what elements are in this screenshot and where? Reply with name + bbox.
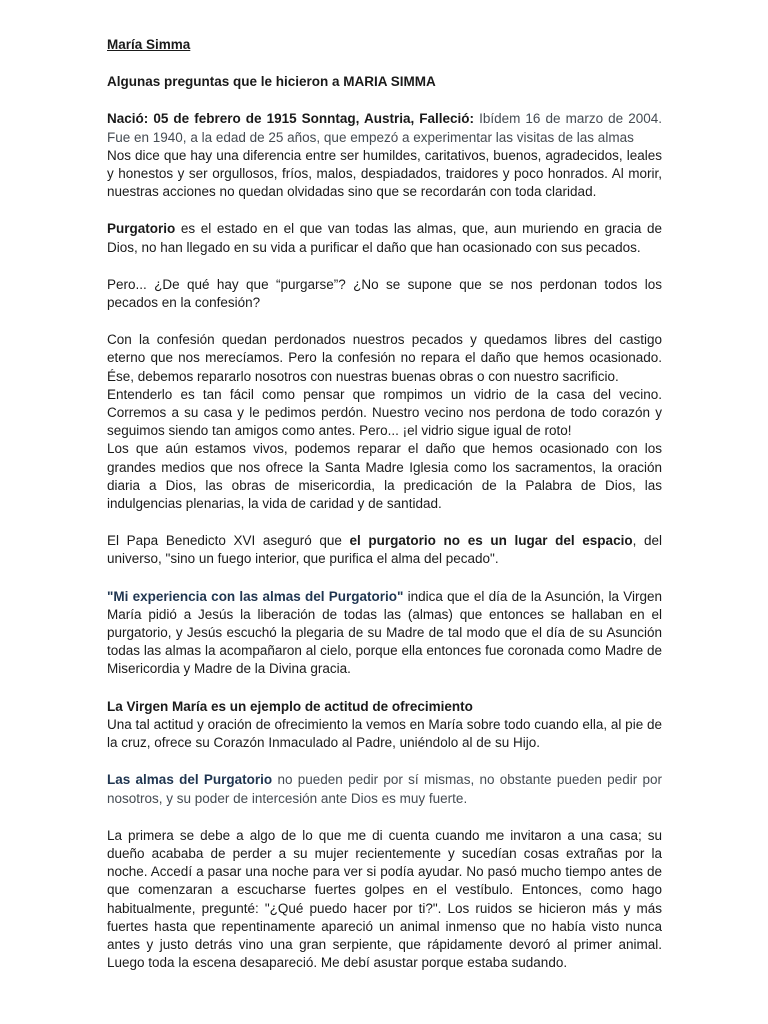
paragraph-purgatorio: Purgatorio es el estado en el que van todas las almas, que, aun muriendo en gracia de Dios, no han llegado en su vida a purificar el daño que han ocasionado con sus pecados. (107, 221, 662, 255)
paragraph-ofrecimiento: Una tal actitud y oración de ofrecimiento la vemos en María sobre todo cuando ella, al pie de la cruz, ofrece su Corazón Inmaculado al Padre, uniéndolo al de su Hijo. (107, 716, 662, 751)
paragraph-question: Pero... ¿De qué hay que “purgarse”? ¿No se supone que se nos perdonan todos los pecados en la confesión? (107, 276, 662, 311)
paragraph-experiencia: "Mi experiencia con las almas del Purgatorio" indica que el día de la Asunción, la Virgen María pidió a Jesús la liberación de todas las (almas) que entonces se hallaban en el purgatorio, y Jesús escuchó la plegaria de su Madre de tal modo que el día de su Asunción todas las almas la acompañaron al cielo, porque ella entonces fue coronada como Madre de Misericordia y Madre de la Divina gracia. (107, 588, 662, 677)
paragraph-vidrio: Entenderlo es tan fácil como pensar que rompimos un vidrio de la casa del vecino. Corremos a su casa y le pedimos perdón. Nuestro vecino nos perdona de todo corazón y seguimos siendo tan amigos como antes. Pero... ¡el vidrio sigue igual de roto! (107, 386, 662, 439)
paragraph-difference: Nos dice que hay una diferencia entre ser humildes, caritativos, buenos, agradecidos, leales y honestos y ser orgullosos, fríos, malos, despiadados, traidores y poco honrados. Al morir, nuestras acciones no quedan olvidadas sino que se recordarán con toda claridad. (107, 147, 662, 200)
birth-label: Nació: 05 de febrero de 1915 Sonntag, Austria, Falleció: (107, 111, 475, 127)
document-title: María Simma (107, 37, 191, 52)
document-subtitle: Algunas preguntas que le hicieron a MARIA SIMMA (107, 74, 436, 90)
section-heading-virgen: La Virgen María es un ejemplo de actitud de ofrecimiento (107, 698, 473, 714)
paragraph-reparar: Los que aún estamos vivos, podemos reparar el daño que hemos ocasionado con los grandes medios que nos ofrece la Santa Madre Iglesia como los sacramentos, la oración diaria a Dios, las obras de misericordia, la predicación de la Palabra de Dios, las indulgencias plenarias, la vida de caridad y de santidad. (107, 441, 662, 512)
paragraph-confesion: Con la confesión quedan perdonados nuestros pecados y quedamos libres del castigo eterno que nos merecíamos. Pero la confesión no repara el daño que hemos ocasionado. Ése, debemos repararlo nosotros con nuestras buenas obras o con nuestro sacrificio. (107, 332, 662, 384)
paragraph-almas: Las almas del Purgatorio no pueden pedir por sí mismas, no obstante pueden pedir por nosotros, y su poder de intercesión ante Dios es muy fuerte. (107, 772, 662, 806)
birth-text: Ibídem 16 de marzo de 2004. Fue en 1940, a la edad de 25 años, que empezó a experimentar las visitas de las almas (107, 111, 662, 145)
document-body (107, 36, 662, 972)
paragraph-benedicto: El Papa Benedicto XVI aseguró que el purgatorio no es un lugar del espacio, del universo, "sino un fuego interior, que purifica el alma del pecado". (107, 533, 662, 567)
paragraph-birth (107, 110, 662, 146)
paragraph-primera: La primera se debe a algo de lo que me di cuenta cuando me invitaron a una casa; su dueño acababa de perder a su mujer recientemente y sucedían cosas extrañas por la noche. Accedí a pasar una noche para ver si podía ayudar. No pasó mucho tiempo antes de que comenzaran a escucharse fuertes golpes en el vestíbulo. Entonces, como hago habitualmente, pregunté: "¿Qué puedo hacer por ti?". Los ruidos se hicieron más y más fuertes hasta que repentinamente apareció un animal inmenso que no había visto nunca antes y justo detrás vino una gran serpiente, que rápidamente devoró al primer animal. Luego toda la escena desapareció. Me debí asustar porque estaba sudando. (107, 827, 662, 971)
